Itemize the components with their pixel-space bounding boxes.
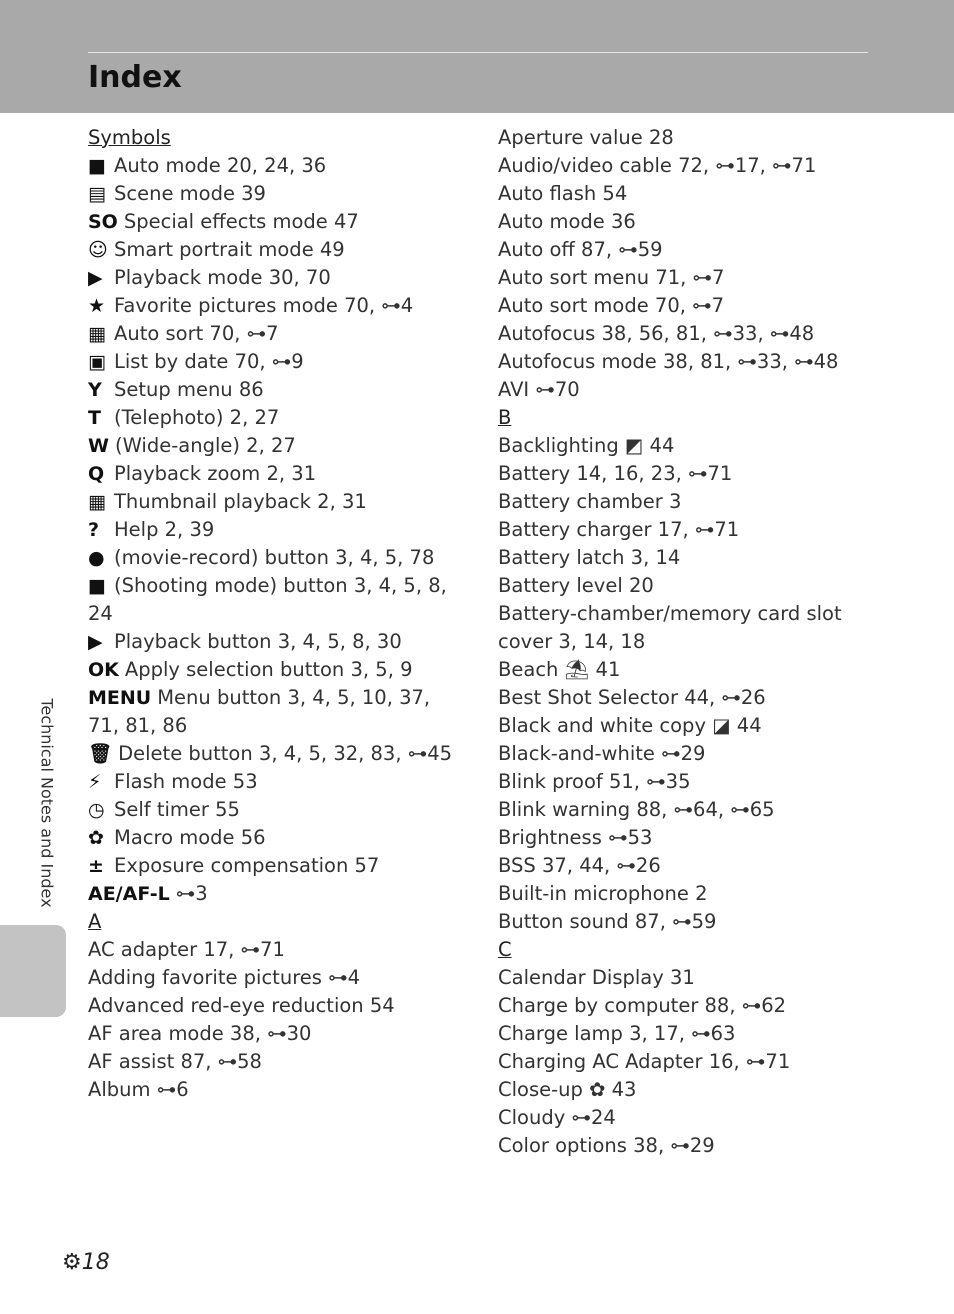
index-entry — [498, 516, 878, 544]
page-number: ⚙18 — [62, 1250, 110, 1275]
index-entry — [88, 1020, 460, 1048]
scene-icon: ▤ — [88, 183, 106, 205]
index-entry — [498, 712, 878, 740]
index-entry-text: Black and white copy ◪ 44 — [498, 714, 762, 737]
index-entry-text: Auto sort 70, ⊶7 — [114, 322, 279, 345]
index-entry-text: (Wide-angle) 2, 27 — [114, 434, 296, 457]
menu-icon: MENU — [88, 687, 152, 709]
index-entry-text: Apply selection button 3, 5, 9 — [124, 658, 413, 681]
index-entry-text: Beach ⛱ 41 — [498, 658, 621, 681]
index-entry-text: Auto sort menu 71, ⊶7 — [498, 266, 725, 289]
index-entry — [88, 404, 460, 432]
index-entry — [88, 572, 460, 628]
index-heading-text: B — [498, 406, 512, 429]
index-entry — [88, 880, 460, 908]
index-entry-text: Album ⊶6 — [88, 1078, 189, 1101]
index-entry-text: Cloudy ⊶24 — [498, 1106, 616, 1129]
index-entry — [88, 852, 460, 880]
index-entry — [498, 992, 878, 1020]
index-column-left — [88, 124, 460, 1104]
index-entry — [88, 236, 460, 264]
playback-zoom-icon: Q — [88, 463, 105, 485]
index-entry — [498, 1076, 878, 1104]
index-entry — [88, 1076, 460, 1104]
index-entry — [88, 320, 460, 348]
index-entry — [498, 740, 878, 768]
index-heading — [88, 908, 460, 936]
index-entry — [88, 544, 460, 572]
index-entry — [88, 488, 460, 516]
index-entry-text: Autofocus mode 38, 81, ⊶33, ⊶48 — [498, 350, 839, 373]
header-rule — [88, 52, 868, 53]
telephoto-icon: T — [88, 407, 101, 429]
index-entry-text: Adding favorite pictures ⊶4 — [88, 966, 361, 989]
index-entry-text: Best Shot Selector 44, ⊶26 — [498, 686, 766, 709]
index-heading — [498, 404, 878, 432]
record-icon: ● — [88, 547, 105, 569]
page-title: Index — [88, 60, 182, 95]
index-entry — [88, 264, 460, 292]
index-entry-text: Playback mode 30, 70 — [114, 266, 331, 289]
index-entry — [498, 208, 878, 236]
index-entry-text: Battery chamber 3 — [498, 490, 682, 513]
index-entry-text: Battery latch 3, 14 — [498, 546, 681, 569]
index-entry-text: Thumbnail playback 2, 31 — [114, 490, 367, 513]
index-entry-text: Charge by computer 88, ⊶62 — [498, 994, 787, 1017]
index-entry-text: ⊶3 — [175, 882, 208, 905]
index-entry — [88, 180, 460, 208]
index-entry — [498, 600, 878, 656]
index-entry-text: AVI ⊶70 — [498, 378, 580, 401]
side-section-tab — [0, 925, 66, 1017]
index-entry-text: Charge lamp 3, 17, ⊶63 — [498, 1022, 736, 1045]
index-entry-text: Advanced red-eye reduction 54 — [88, 994, 395, 1017]
index-header — [0, 0, 954, 113]
index-entry — [88, 964, 460, 992]
macro-icon: ✿ — [88, 827, 104, 849]
index-entry-text: Flash mode 53 — [114, 770, 258, 793]
index-entry — [498, 824, 878, 852]
index-entry-text: Autofocus 38, 56, 81, ⊶33, ⊶48 — [498, 322, 815, 345]
index-entry — [498, 908, 878, 936]
ok-icon: OK — [88, 659, 119, 681]
index-entry — [498, 348, 878, 376]
setup-icon: Y — [88, 379, 102, 401]
index-entry-text: Self timer 55 — [114, 798, 240, 821]
index-heading-text: C — [498, 938, 512, 961]
list-by-date-icon: ▣ — [88, 351, 106, 373]
index-entry — [88, 796, 460, 824]
index-entry — [498, 1104, 878, 1132]
index-entry — [498, 376, 878, 404]
index-entry-text: Special effects mode 47 — [123, 210, 359, 233]
index-entry — [498, 236, 878, 264]
index-heading — [88, 124, 460, 152]
index-heading-text: Symbols — [88, 126, 171, 149]
index-entry-text: Calendar Display 31 — [498, 966, 695, 989]
index-entry — [498, 432, 878, 460]
thumbnail-icon: ▦ — [88, 491, 106, 513]
index-entry — [498, 320, 878, 348]
index-entry-text: (Telephoto) 2, 27 — [114, 406, 280, 429]
index-entry-text: (Shooting mode) button 3, 4, 5, 8, 24 — [88, 574, 447, 625]
side-section-label: Technical Notes and Index — [37, 698, 57, 908]
index-entry-text: (movie-record) button 3, 4, 5, 78 — [114, 546, 435, 569]
index-entry — [498, 292, 878, 320]
index-entry-text: Charging AC Adapter 16, ⊶71 — [498, 1050, 791, 1073]
index-entry-text: Close-up ✿ 43 — [498, 1078, 637, 1101]
index-entry — [498, 460, 878, 488]
wide-angle-icon: W — [88, 435, 109, 457]
index-entry — [88, 992, 460, 1020]
index-entry-text: Auto mode 20, 24, 36 — [114, 154, 327, 177]
index-entry — [88, 824, 460, 852]
index-entry — [88, 740, 460, 768]
index-entry — [88, 684, 460, 740]
index-entry-text: Blink warning 88, ⊶64, ⊶65 — [498, 798, 775, 821]
index-entry — [498, 852, 878, 880]
index-entry-text: Blink proof 51, ⊶35 — [498, 770, 691, 793]
index-entry — [88, 292, 460, 320]
playback-icon: ▶ — [88, 631, 103, 653]
self-timer-icon: ◷ — [88, 799, 105, 821]
index-entry-text: Macro mode 56 — [114, 826, 266, 849]
index-entry — [88, 152, 460, 180]
index-entry-text: Auto sort mode 70, ⊶7 — [498, 294, 725, 317]
exposure-icon: ± — [88, 855, 104, 877]
index-entry-text: Black-and-white ⊶29 — [498, 742, 706, 765]
index-heading-text: A — [88, 910, 102, 933]
trash-icon: 🗑 — [88, 743, 113, 765]
index-entry-text: Help 2, 39 — [114, 518, 215, 541]
auto-sort-icon: ▦ — [88, 323, 106, 345]
index-entry — [88, 208, 460, 236]
help-icon: ? — [88, 519, 100, 541]
index-entry-text: Playback zoom 2, 31 — [114, 462, 317, 485]
index-entry-text: Audio/video cable 72, ⊶17, ⊶71 — [498, 154, 817, 177]
index-entry — [88, 768, 460, 796]
index-entry — [498, 572, 878, 600]
playback-icon: ▶ — [88, 267, 103, 289]
index-entry — [498, 180, 878, 208]
camera-icon: ■ — [88, 155, 106, 177]
index-entry-text: List by date 70, ⊶9 — [114, 350, 304, 373]
index-entry-text: Backlighting ◩ 44 — [498, 434, 675, 457]
smart-portrait-icon: ☺ — [88, 239, 108, 261]
index-heading — [498, 936, 878, 964]
index-entry — [88, 628, 460, 656]
index-entry-text: Battery level 20 — [498, 574, 654, 597]
index-entry-text: Scene mode 39 — [114, 182, 266, 205]
index-entry-text: Smart portrait mode 49 — [114, 238, 345, 261]
index-entry-text: Aperture value 28 — [498, 126, 674, 149]
index-entry-text: Button sound 87, ⊶59 — [498, 910, 717, 933]
index-entry — [498, 796, 878, 824]
index-entry — [498, 1020, 878, 1048]
index-entry — [498, 264, 878, 292]
index-entry-text: Auto mode 36 — [498, 210, 636, 233]
index-entry — [498, 488, 878, 516]
index-entry — [498, 880, 878, 908]
index-entry-text: Battery-chamber/memory card slot cover 3, 14, 18 — [498, 602, 842, 653]
index-entry — [498, 656, 878, 684]
index-entry — [498, 544, 878, 572]
index-column-right — [498, 124, 878, 1160]
index-entry-text: Brightness ⊶53 — [498, 826, 653, 849]
camera-icon: ■ — [88, 575, 106, 597]
index-entry — [498, 152, 878, 180]
index-entry — [498, 768, 878, 796]
index-entry-text: Battery charger 17, ⊶71 — [498, 518, 740, 541]
index-entry — [498, 124, 878, 152]
favorite-pictures-icon: ★ — [88, 295, 106, 317]
index-entry — [498, 1132, 878, 1160]
index-entry — [88, 348, 460, 376]
index-entry-text: Built-in microphone 2 — [498, 882, 708, 905]
index-entry-text: Auto off 87, ⊶59 — [498, 238, 663, 261]
index-entry-text: AF area mode 38, ⊶30 — [88, 1022, 312, 1045]
ae-af-lock-icon: AE/AF-L — [88, 883, 170, 905]
index-entry-text: Playback button 3, 4, 5, 8, 30 — [114, 630, 402, 653]
index-entry-text: BSS 37, 44, ⊶26 — [498, 854, 661, 877]
index-entry — [498, 1048, 878, 1076]
index-entry — [88, 516, 460, 544]
index-entry — [88, 1048, 460, 1076]
index-entry-text: Setup menu 86 — [114, 378, 264, 401]
index-entry-text: AF assist 87, ⊶58 — [88, 1050, 262, 1073]
index-entry — [88, 376, 460, 404]
index-entry-text: Exposure compensation 57 — [114, 854, 380, 877]
index-entry-text: Menu button 3, 4, 5, 10, 37, 71, 81, 86 — [88, 686, 431, 737]
index-entry — [88, 656, 460, 684]
index-entry-text: Favorite pictures mode 70, ⊶4 — [114, 294, 414, 317]
index-entry — [88, 936, 460, 964]
flash-icon: ⚡ — [88, 771, 102, 793]
index-entry — [88, 432, 460, 460]
index-entry-text: Auto flash 54 — [498, 182, 628, 205]
index-entry — [498, 684, 878, 712]
index-entry — [498, 964, 878, 992]
index-entry-text: Color options 38, ⊶29 — [498, 1134, 715, 1157]
index-entry-text: AC adapter 17, ⊶71 — [88, 938, 285, 961]
index-entry-text: Battery 14, 16, 23, ⊶71 — [498, 462, 733, 485]
index-entry-text: Delete button 3, 4, 5, 32, 83, ⊶45 — [118, 742, 453, 765]
special-effects-icon: SO — [88, 211, 118, 233]
index-entry — [88, 460, 460, 488]
